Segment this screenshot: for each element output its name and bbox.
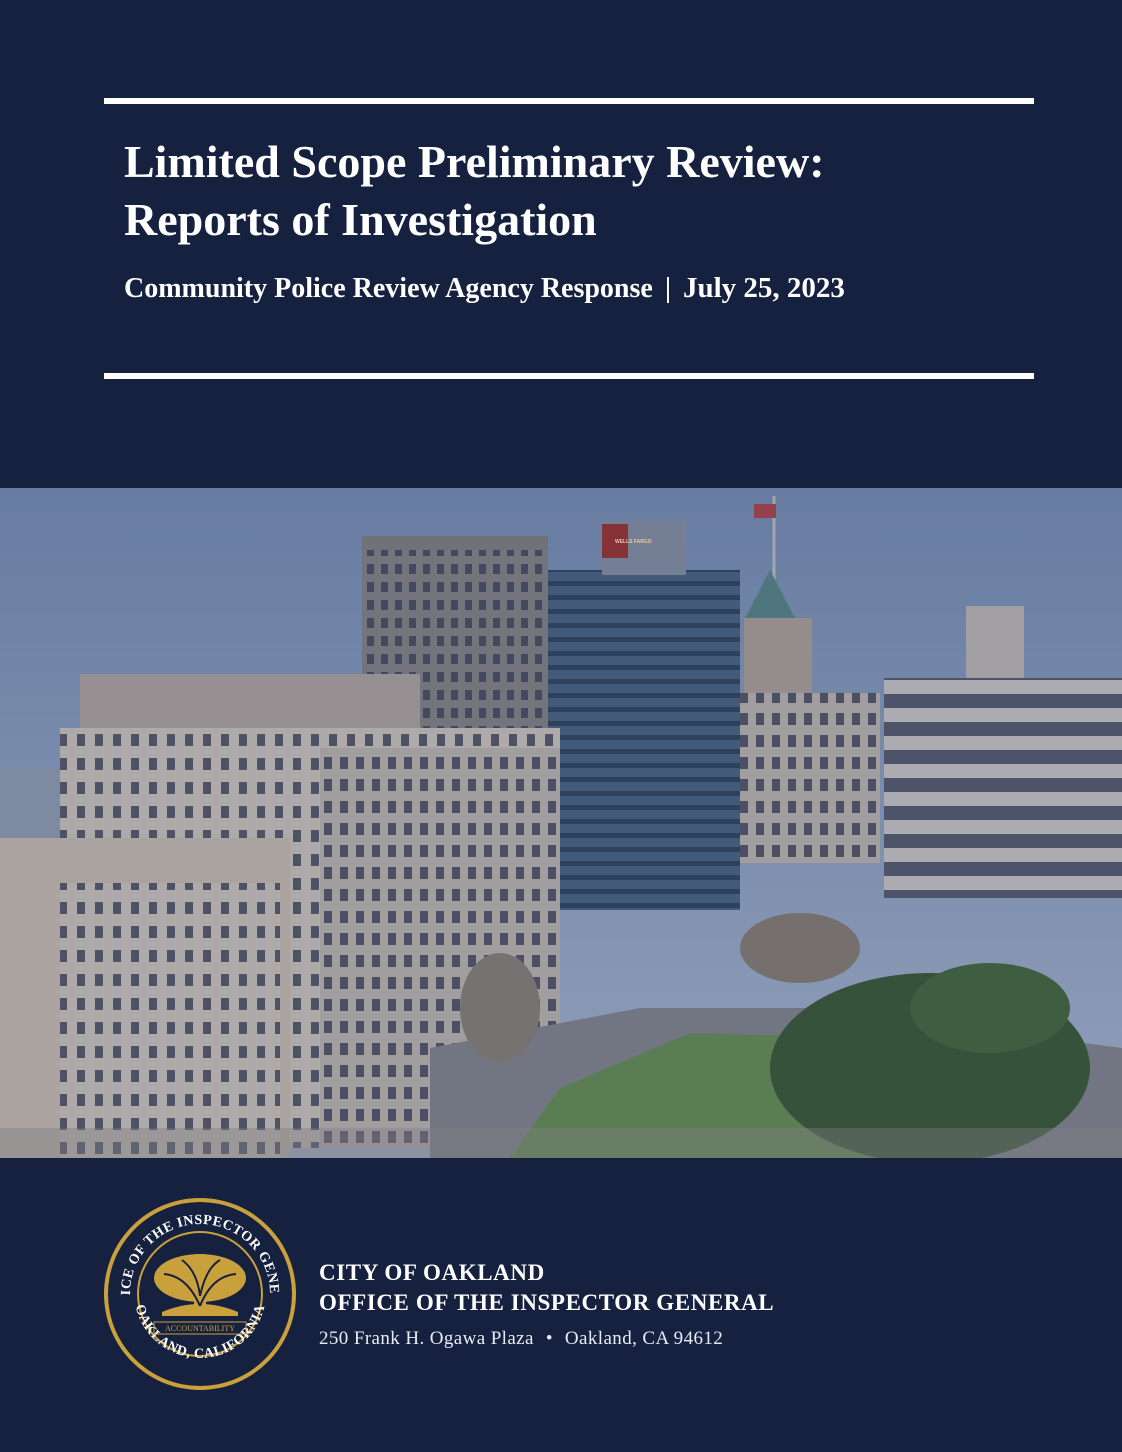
office-name: OFFICE OF THE INSPECTOR GENERAL (319, 1290, 775, 1315)
report-title (124, 133, 825, 249)
report-subtitle (124, 268, 845, 309)
address-street: 250 Frank H. Ogawa Plaza (319, 1328, 534, 1349)
seal-ring-text: ICE OF THE INSPECTOR GENE (118, 1212, 282, 1296)
seal-bottom-text: OAKLAND, CALIFORNIA (131, 1302, 269, 1362)
address-city: Oakland, CA 94612 (564, 1328, 724, 1349)
title-line-1: Limited Scope Preliminary Review: (124, 136, 825, 187)
agency-name: Community Police Review Agency Response (124, 273, 653, 304)
bottom-rule (104, 373, 1034, 379)
organization-block (319, 1258, 774, 1350)
bank-sign-text: WELLS FARGO (615, 539, 652, 545)
top-rule (104, 98, 1034, 104)
report-date: July 25, 2023 (683, 272, 845, 304)
address-bullet: • (545, 1328, 553, 1349)
subtitle-separator: | (664, 273, 671, 304)
city-name: CITY OF OAKLAND (319, 1260, 545, 1285)
cityscape-photo (0, 488, 1122, 1158)
inspector-general-seal (102, 1196, 298, 1392)
address (319, 1328, 774, 1350)
seal-banner-text: ACCOUNTABILITY (164, 1324, 236, 1333)
title-line-2: Reports of Investigation (124, 194, 597, 245)
